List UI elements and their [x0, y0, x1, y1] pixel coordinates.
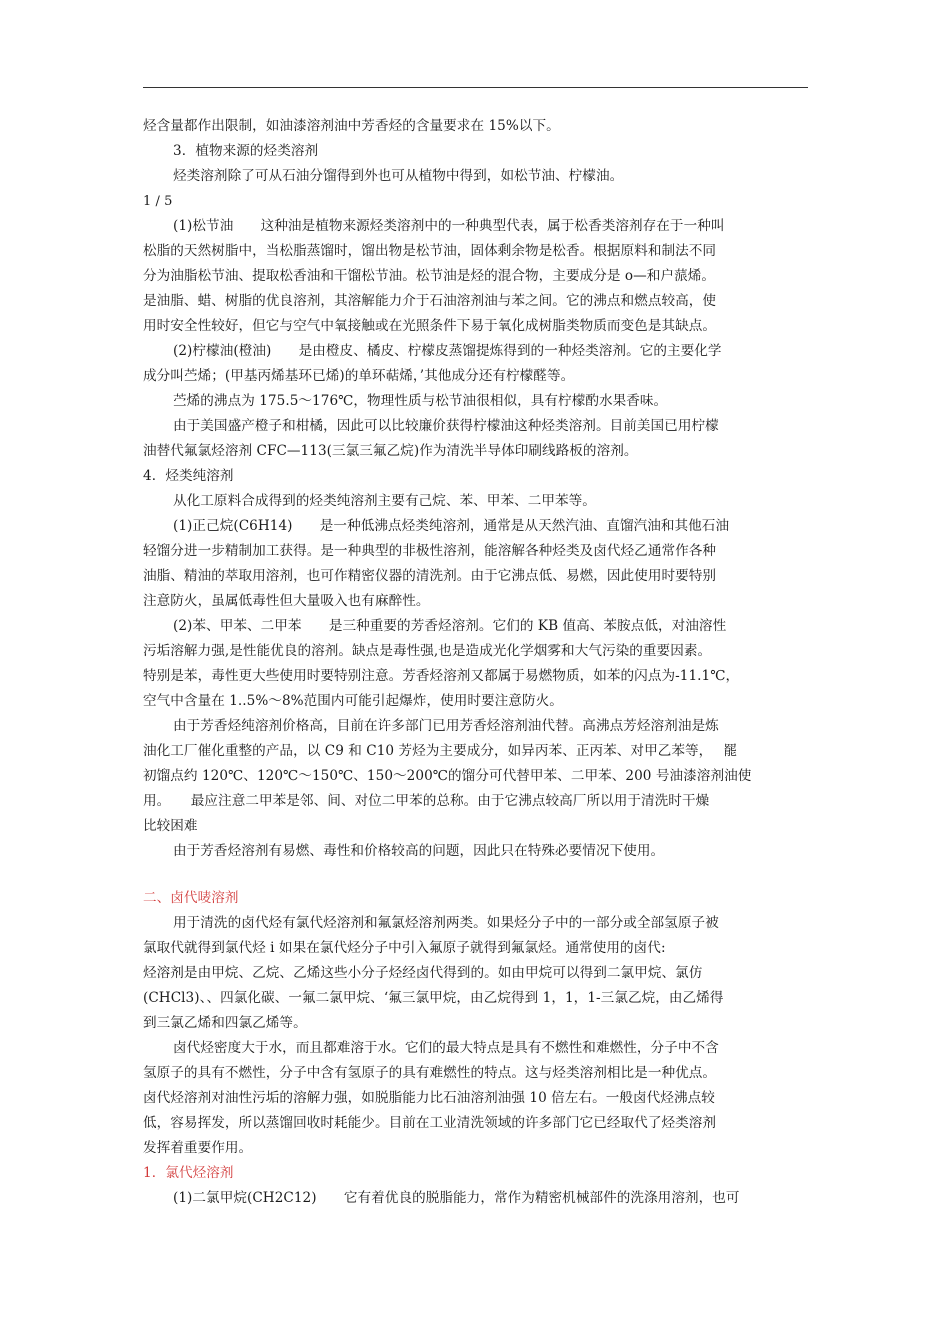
text-line: 由于美国盛产橙子和柑橘，因此可以比较廉价获得柠檬油这种烃类溶剂。目前美国已用柠檬: [173, 418, 719, 434]
text-line: 卤代烃密度大于水，而且都难溶于水。它们的最大特点是具有不燃性和难燃性，分子中不含: [173, 1040, 719, 1056]
text-line: 4．烃类纯溶剂: [143, 468, 234, 484]
text-line: 成分叫苎烯；(甲基丙烯基环已烯)的单环萜烯，’其他成分还有柠檬醛等。: [143, 368, 575, 384]
text-line: 分为油脂松节油、提取松香油和干馏松节油。松节油是烃的混合物，主要成分是 o—和户蒎烯。: [143, 268, 715, 284]
text-line: 松脂的天然树脂中，当松脂蒸馏时，馏出物是松节油，固体剩余物是松香。根据原料和制法不同: [143, 243, 717, 259]
text-line: 烃类溶剂除了可从石油分馏得到外也可从植物中得到，如松节油、柠檬油。: [173, 168, 624, 184]
text-line: (1)正己烷(C6H14) 是一种低沸点烃类纯溶剂，通常是从天然汽油、直馏汽油和其他石油: [173, 518, 730, 534]
text-line: 用时安全性较好，但它与空气中氧接触或在光照条件下易于氧化成树脂类物质而变色是其缺点。: [143, 318, 717, 334]
text-line: 到三氯乙烯和四氯乙烯等。: [143, 1015, 307, 1031]
text-line: 油脂、精油的萃取用溶剂，也可作精密仪器的清洗剂。由于它沸点低、易燃，因此使用时要特别: [143, 568, 717, 584]
text-line: 空气中含量在 1..5%～8%范围内可能引起爆炸，使用时要注意防火。: [143, 693, 563, 709]
text-line: 特别是苯，毒性更大些使用时要特别注意。芳香烃溶剂又都属于易燃物质，如苯的闪点为-11.1℃，: [143, 668, 740, 684]
text-line: 污垢溶解力强,是性能优良的溶剂。缺点是毒性强,也是造成光化学烟雾和大气污染的重要因素。: [143, 643, 712, 659]
text-line: 比较困难: [143, 818, 198, 834]
text-line: 3．植物来源的烃类溶剂: [173, 143, 319, 159]
text-line: 从化工原料合成得到的烃类纯溶剂主要有己烷、苯、甲苯、二甲苯等。: [173, 493, 596, 509]
text-line: 由于芳香烃溶剂有易燃、毒性和价格较高的问题，因此只在特殊必要情况下使用。: [173, 843, 665, 859]
page-number: 1 / 5: [143, 194, 173, 209]
text-line: (2)苯、甲苯、二甲苯 是三种重要的芳香烃溶剂。它们的 KB 值高、苯胺点低，对油溶性: [173, 618, 727, 634]
text-line: 用。 最应注意二甲苯是邻、间、对位二甲苯的总称。由于它沸点较高厂所以用于清洗时干燥: [143, 793, 710, 809]
text-line: 由于芳香烃纯溶剂价格高，目前在许多部门已用芳香烃溶剂油代替。高沸点芳烃溶剂油是炼: [173, 718, 719, 734]
text-line: 苎烯的沸点为 175.5～176℃，物理性质与松节油很相似，具有柠檬酌水果香味。: [173, 393, 668, 409]
text-line: 油替代氟氯烃溶剂 CFC—113(三氯三氟乙烷)作为清洗半导体印刷线路板的溶剂。: [143, 443, 638, 459]
text-line: 卤代烃溶剂对油性污垢的溶解力强，如脱脂能力比石油溶剂油强 10 倍左右。一般卤代烃沸点较: [143, 1090, 715, 1106]
section-heading: 二、卤代唛溶剂: [143, 890, 239, 906]
text-line: 注意防火，虽属低毒性但大量吸入也有麻醉性。: [143, 593, 430, 609]
text-line: 发挥着重要作用。: [143, 1140, 253, 1156]
text-line: (1)二氯甲烷(CH2C12) 它有着优良的脱脂能力，常作为精密机械部件的洗涤用溶剂，也可: [173, 1190, 740, 1206]
text-line: 油化工厂催化重整的产品，以 C9 和 C10 芳烃为主要成分，如异丙苯、正丙苯、对甲乙苯等， 罷: [143, 743, 738, 759]
paragraph-gap: [143, 864, 808, 886]
text-line: 烃溶剂是由甲烷、乙烷、乙烯这些小分子烃经卤代得到的。如由甲烷可以得到二氯甲烷、氯仿: [143, 965, 703, 981]
text-line: 用于清洗的卤代烃有氯代烃溶剂和氟氯烃溶剂两类。如果烃分子中的一部分或全部氢原子被: [173, 915, 719, 931]
section-heading: 1．氯代烃溶剂: [143, 1165, 234, 1181]
header-rule: [143, 87, 808, 88]
text-line: 氢原子的具有不燃性，分子中含有氢原子的具有难燃性的特点。这与烃类溶剂相比是一种优点。: [143, 1065, 717, 1081]
text-line: 是油脂、蜡、树脂的优良溶剂，其溶解能力介于石油溶剂油与苯之间。它的沸点和燃点较高，使: [143, 293, 717, 309]
text-line: 烃含量都作出限制，如油漆溶剂油中芳香烃的含量要求在 15%以下。: [143, 118, 560, 134]
text-line: (CHCl3)、、四氯化碳、一氟二氯甲烷、‘氟三氯甲烷，由乙烷得到 1，1，1-三氯乙烷，由乙烯得: [143, 990, 724, 1006]
text-line: (1)松节油 这种油是植物来源烃类溶剂中的一种典型代表，属于松香类溶剂存在于一种叫: [173, 218, 725, 234]
document-body: [143, 114, 808, 1211]
text-line: 氯取代就得到氯代烃 i 如果在氯代烃分子中引入氟原子就得到氟氯烃。通常使用的卤代:: [143, 940, 666, 956]
text-line: (2)柠檬油(橙油) 是由橙皮、橘皮、柠檬皮蒸馏提炼得到的一种烃类溶剂。它的主要化学: [173, 343, 722, 359]
text-line: 低，容易挥发，所以蒸馏回收时耗能少。目前在工业清洗领域的许多部门它已经取代了烃类溶剂: [143, 1115, 717, 1131]
text-line: 初馏点约 120℃、120℃～150℃、150～200℃的馏分可代替甲苯、二甲苯、200 号油漆溶剂油使: [143, 768, 752, 784]
text-line: 轻馏分进一步精制加工获得。是一种典型的非极性溶剂，能溶解各种烃类及卤代烃乙通常作各种: [143, 543, 717, 559]
